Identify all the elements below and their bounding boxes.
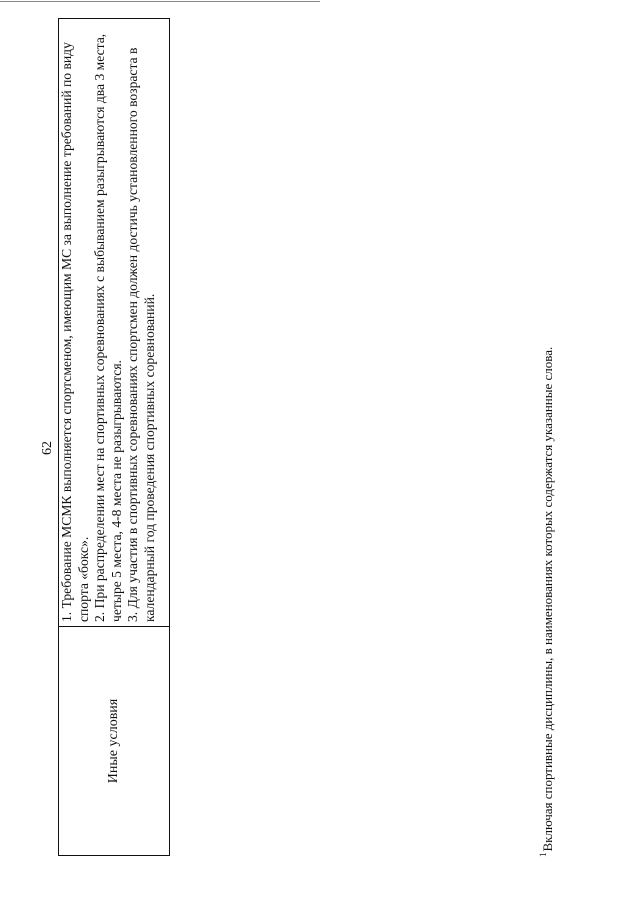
footnote-marker: 1 bbox=[538, 852, 548, 857]
footnote-text: Включая спортивные дисциплины, в наименованиях которых содержатся указанные слова. bbox=[540, 346, 555, 852]
footnote bbox=[538, 347, 556, 857]
page-number: 62 bbox=[40, 441, 55, 455]
condition-item-2: 2. При распределении мест на спортивных соревнованиях с выбыванием разыгрываются два 3 места, четыре 5 места, 4-8 места не разыгрываются. bbox=[92, 33, 124, 622]
table-row bbox=[59, 19, 170, 856]
content-cell bbox=[59, 19, 170, 627]
condition-item-1: 1. Требование МСМК выполняется спортсменом, имеющим МС за выполнение требований по виду спорта «бокс». bbox=[59, 42, 91, 622]
conditions-table bbox=[58, 18, 170, 856]
condition-item-3: 3. Для участия в спортивных соревнованиях спортсмен должен достичь установленного возраста в календарный год проведения спортивных соревнований. bbox=[125, 47, 157, 622]
label-cell: Иные условия bbox=[59, 627, 170, 856]
